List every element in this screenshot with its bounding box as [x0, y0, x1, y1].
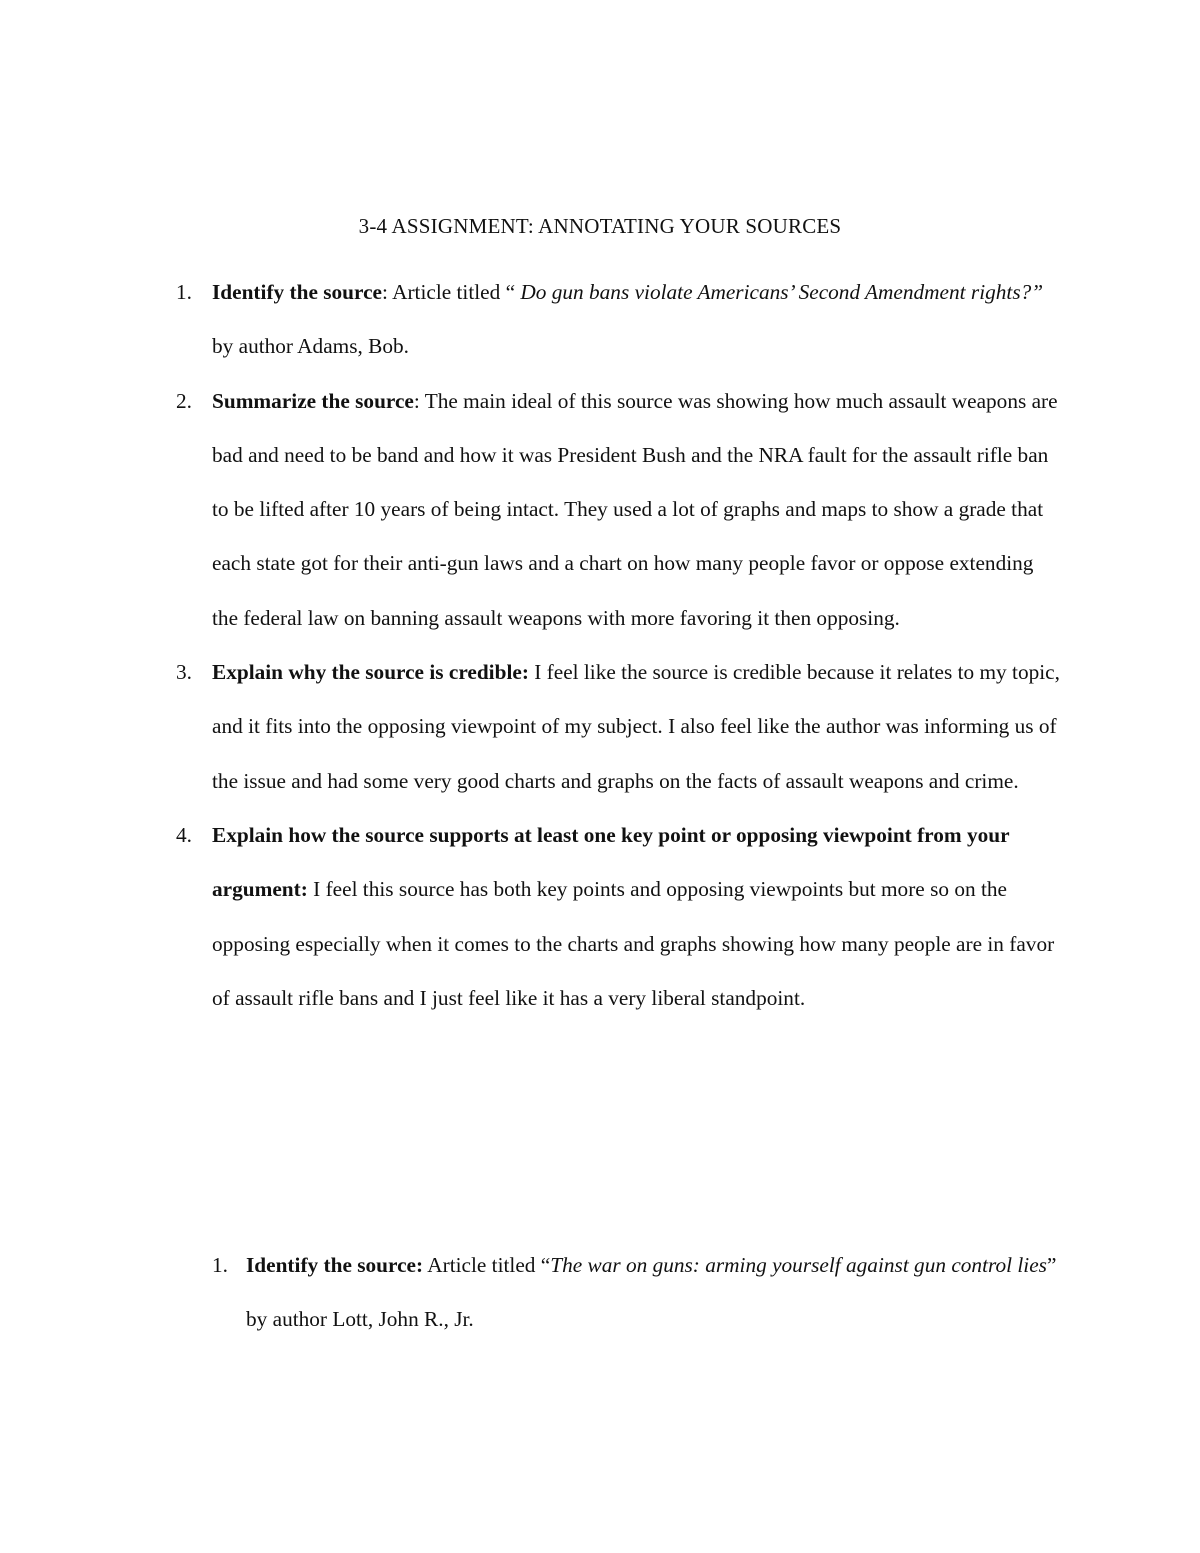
item-text: by author Adams, Bob.	[212, 334, 409, 359]
item-label: Explain how the source supports at least one key point or opposing viewpoint from your argument:	[212, 822, 1010, 902]
list-item-summarize-source	[0, 374, 1062, 645]
annotation-list	[0, 265, 1200, 1025]
item-label: Identify the source	[212, 280, 382, 304]
item-number: 4.	[176, 822, 192, 847]
item-text: Article titled “	[427, 1253, 551, 1277]
list-item-identify-second-source	[0, 1238, 1066, 1347]
list-item-supports-key-point	[0, 808, 1062, 1025]
item-text: I feel this source has both key points and opposing viewpoints but more so on the opposing especially when it comes to the charts and graphs showing how many people are in favor of assault rifle bans and I just feel like it has a very liberal standpoint.	[212, 877, 1055, 1010]
item-label: Summarize the source	[212, 388, 414, 413]
document-title: 3-4 ASSIGNMENT: ANNOTATING YOUR SOURCES	[358, 214, 842, 238]
item-text: ” by author Lott, John R., Jr.	[246, 1253, 1057, 1332]
item-text: Article titled “	[392, 280, 521, 304]
item-text: The main ideal of this source was showing how much assault weapons are bad and need to be band and how it was President Bush and the NRA fault for the assault rifle ban to be lifted after 10 years of being intact. They used a lot of graphs and maps to show a grade that each state got for their anti-gun laws and a chart on how many people favor or oppose extending the federal law on banning assault weapons with more favoring it then opposing.	[212, 388, 1058, 630]
item-number: 1.	[176, 280, 192, 304]
label-suffix: :	[381, 280, 393, 304]
item-number: 3.	[176, 660, 192, 685]
item-text: I feel like the source is credible because it relates to my topic, and it fits into the opposing viewpoint of my subject. I also feel like the author was informing us of the issue and had some very good charts and graphs on the facts of assault weapons and crime.	[212, 660, 1060, 793]
list-item-identify-source	[0, 265, 1062, 374]
second-source-list	[0, 1238, 1200, 1347]
label-suffix: :	[413, 388, 425, 413]
item-label: Explain why the source is credible:	[212, 660, 529, 685]
item-label: Identify the source:	[246, 1253, 424, 1277]
item-number: 1.	[212, 1253, 228, 1277]
item-number: 2.	[176, 388, 192, 413]
article-title: Do gun bans violate Americans’ Second Amendment rights?”	[520, 280, 1044, 304]
list-item-source-credible	[0, 645, 1062, 808]
article-title: The war on guns: arming yourself against gun control lies	[550, 1253, 1047, 1277]
